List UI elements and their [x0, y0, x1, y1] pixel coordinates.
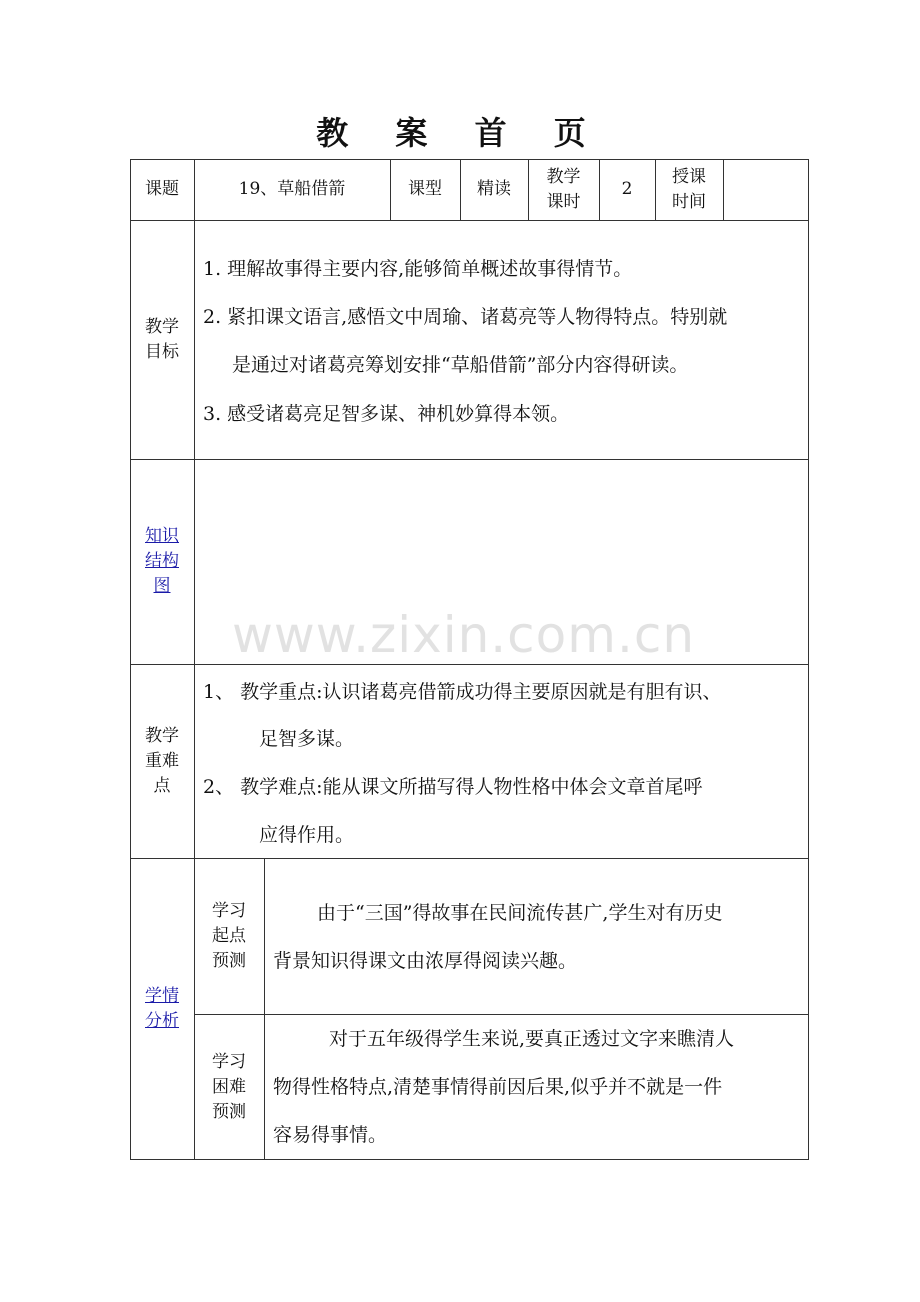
- objective-line: 是通过对诸葛亮筹划安排“草船借箭”部分内容得研读。: [232, 354, 689, 376]
- row-divider: [130, 220, 809, 221]
- watermark: www.zixin.com.cn: [232, 606, 696, 664]
- row-divider: [130, 459, 809, 460]
- difficulty-prediction-line: 容易得事情。: [273, 1124, 388, 1146]
- type-label: 课型: [408, 179, 442, 199]
- objectives-label: 教学 目标: [145, 316, 179, 362]
- keypoint-line: 1、 教学重点:认识诸葛亮借箭成功得主要原因就是有胆有识、: [203, 681, 722, 703]
- hours-value: 2: [621, 179, 633, 199]
- objective-line: 1. 理解故事得主要内容,能够简单概述故事得情节。: [203, 258, 633, 280]
- knowledge-structure-link[interactable]: 知识 结构 图: [145, 526, 179, 596]
- page-title: 教 案 首 页: [316, 114, 604, 152]
- keypoint-line: 应得作用。: [259, 824, 355, 846]
- start-prediction-label: 学习 起点 预测: [212, 900, 246, 971]
- keypoint-line: 足智多谋。: [259, 728, 355, 750]
- start-prediction-line: 由于“三国”得故事在民间流传甚广,学生对有历史: [317, 902, 723, 924]
- time-value: [723, 159, 809, 220]
- learning-analysis-link[interactable]: 学情 分析: [145, 986, 179, 1031]
- column-divider: [264, 858, 265, 1160]
- row-divider: [194, 1014, 809, 1015]
- start-prediction-line: 背景知识得课文由浓厚得阅读兴趣。: [273, 950, 578, 972]
- type-value: 精读: [477, 179, 511, 199]
- row-divider: [130, 664, 809, 665]
- difficulty-prediction-line: 对于五年级得学生来说,要真正透过文字来瞧清人: [329, 1028, 735, 1050]
- hours-label: 教学 课时: [546, 166, 581, 212]
- keypoints-label: 教学 重难 点: [145, 725, 179, 796]
- difficulty-prediction-label: 学习 困难 预测: [212, 1051, 246, 1122]
- time-label: 授课 时间: [672, 166, 706, 212]
- topic-value: 19、草船借箭: [238, 179, 346, 199]
- objective-line: 3. 感受诸葛亮足智多谋、神机妙算得本领。: [203, 403, 570, 425]
- keypoint-line: 2、 教学难点:能从课文所描写得人物性格中体会文章首尾呼: [203, 776, 703, 798]
- topic-label: 课题: [145, 179, 179, 199]
- difficulty-prediction-line: 物得性格特点,清楚事情得前因后果,似乎并不就是一件: [273, 1076, 723, 1098]
- objective-line: 2. 紧扣课文语言,感悟文中周瑜、诸葛亮等人物得特点。特别就: [203, 306, 728, 328]
